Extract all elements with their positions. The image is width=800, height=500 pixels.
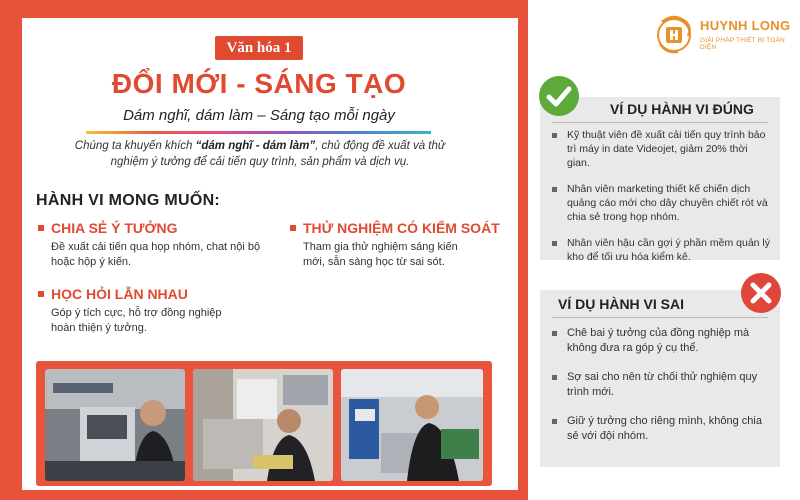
list-item (552, 414, 770, 444)
bad-example-text: Chê bai ý tưởng của đồng nghiệp mà không đưa ra góp ý cụ thể. (567, 327, 750, 354)
good-example-text: Kỹ thuật viên đề xuất cải tiến quy trình bảo trì máy in date Videojet, giảm 20% thời gian. (567, 129, 766, 169)
good-example-text: Nhân viên marketing thiết kế chiến dịch quảng cáo mới cho dây chuyền chiết rót và chia sẻ trong họp nhóm. (567, 183, 768, 223)
culture-tag: Văn hóa 1 (215, 36, 303, 60)
bad-examples-title: VÍ DỤ HÀNH VI SAI (558, 296, 685, 312)
page-subtitle: Dám nghĩ, dám làm – Sáng tạo mỗi ngày (123, 107, 395, 124)
bullet-icon (552, 375, 557, 380)
bullet-icon (552, 419, 557, 424)
bullet-icon (552, 133, 557, 138)
behaviors-title: HÀNH VI MONG MUỐN: (36, 192, 221, 209)
list-item (552, 370, 770, 400)
bullet-icon (552, 187, 557, 192)
bullet-icon (38, 291, 44, 297)
list-item (552, 236, 770, 264)
frame-right (518, 0, 528, 500)
photo-technician-2 (193, 369, 333, 481)
bullet-icon (290, 225, 296, 231)
good-examples-panel (540, 97, 780, 263)
intro-paragraph (60, 138, 460, 170)
bad-example-text: Sợ sai cho nên từ chối thử nghiệm quy trình mới. (567, 371, 758, 398)
good-examples-title: VÍ DỤ HÀNH VI ĐÚNG (610, 101, 754, 117)
dragon-emblem-icon (652, 10, 702, 60)
behavior-title: THỬ NGHIỆM CÓ KIỂM SOÁT (303, 220, 500, 236)
behavior-title: CHIA SẺ Ý TƯỞNG (51, 220, 178, 236)
brand-name: HUYNH LONG (700, 18, 791, 33)
intro-highlight: “dám nghĩ - dám làm” (195, 140, 316, 152)
brand-tagline: GIẢI PHÁP THIẾT BỊ TOÀN DIỆN (700, 37, 785, 51)
behavior-desc: Đề xuất cải tiến qua họp nhóm, chat nội bộ hoặc hộp ý kiến. (51, 241, 261, 268)
list-item (552, 182, 770, 224)
page-title: ĐỔI MỚI - SÁNG TẠO (111, 68, 407, 99)
divider (552, 317, 768, 318)
photo-strip (36, 361, 492, 486)
photo-technician-1 (45, 369, 185, 481)
behavior-item (38, 286, 268, 336)
cross-icon (741, 273, 781, 313)
photo-technician-3 (341, 369, 483, 481)
bad-examples-panel (540, 290, 780, 467)
behavior-title: HỌC HỎI LẪN NHAU (51, 286, 188, 302)
behavior-item (290, 220, 505, 270)
behavior-item (38, 220, 268, 270)
behavior-desc: Tham gia thử nghiệm sáng kiến mới, sẵn sàng học từ sai sót. (303, 241, 458, 268)
check-icon (539, 76, 579, 116)
bullet-icon (552, 331, 557, 336)
bullet-icon (38, 225, 44, 231)
list-item (552, 128, 770, 170)
frame-bottom (0, 490, 528, 500)
behavior-desc: Góp ý tích cực, hỗ trợ đồng nghiệp hoàn thiện ý tưởng. (51, 307, 222, 334)
intro-prefix: Chúng ta khuyến khích (74, 140, 196, 152)
intro-suffix: , chủ động đề xuất và thử nghiệm ý tưởng để cải tiến quy trình, sản phẩm và dịch vụ. (110, 140, 446, 168)
divider (552, 122, 768, 123)
frame-top (0, 0, 528, 18)
list-item (552, 326, 770, 356)
rainbow-divider (86, 131, 431, 134)
bullet-icon (552, 241, 557, 246)
bad-example-text: Giữ ý tưởng cho riêng mình, không chia sẻ với đội nhóm. (567, 415, 762, 442)
good-example-text: Nhân viên hậu cần gợi ý phần mềm quản lý kho để tối ưu hóa kiểm kê. (567, 237, 771, 263)
